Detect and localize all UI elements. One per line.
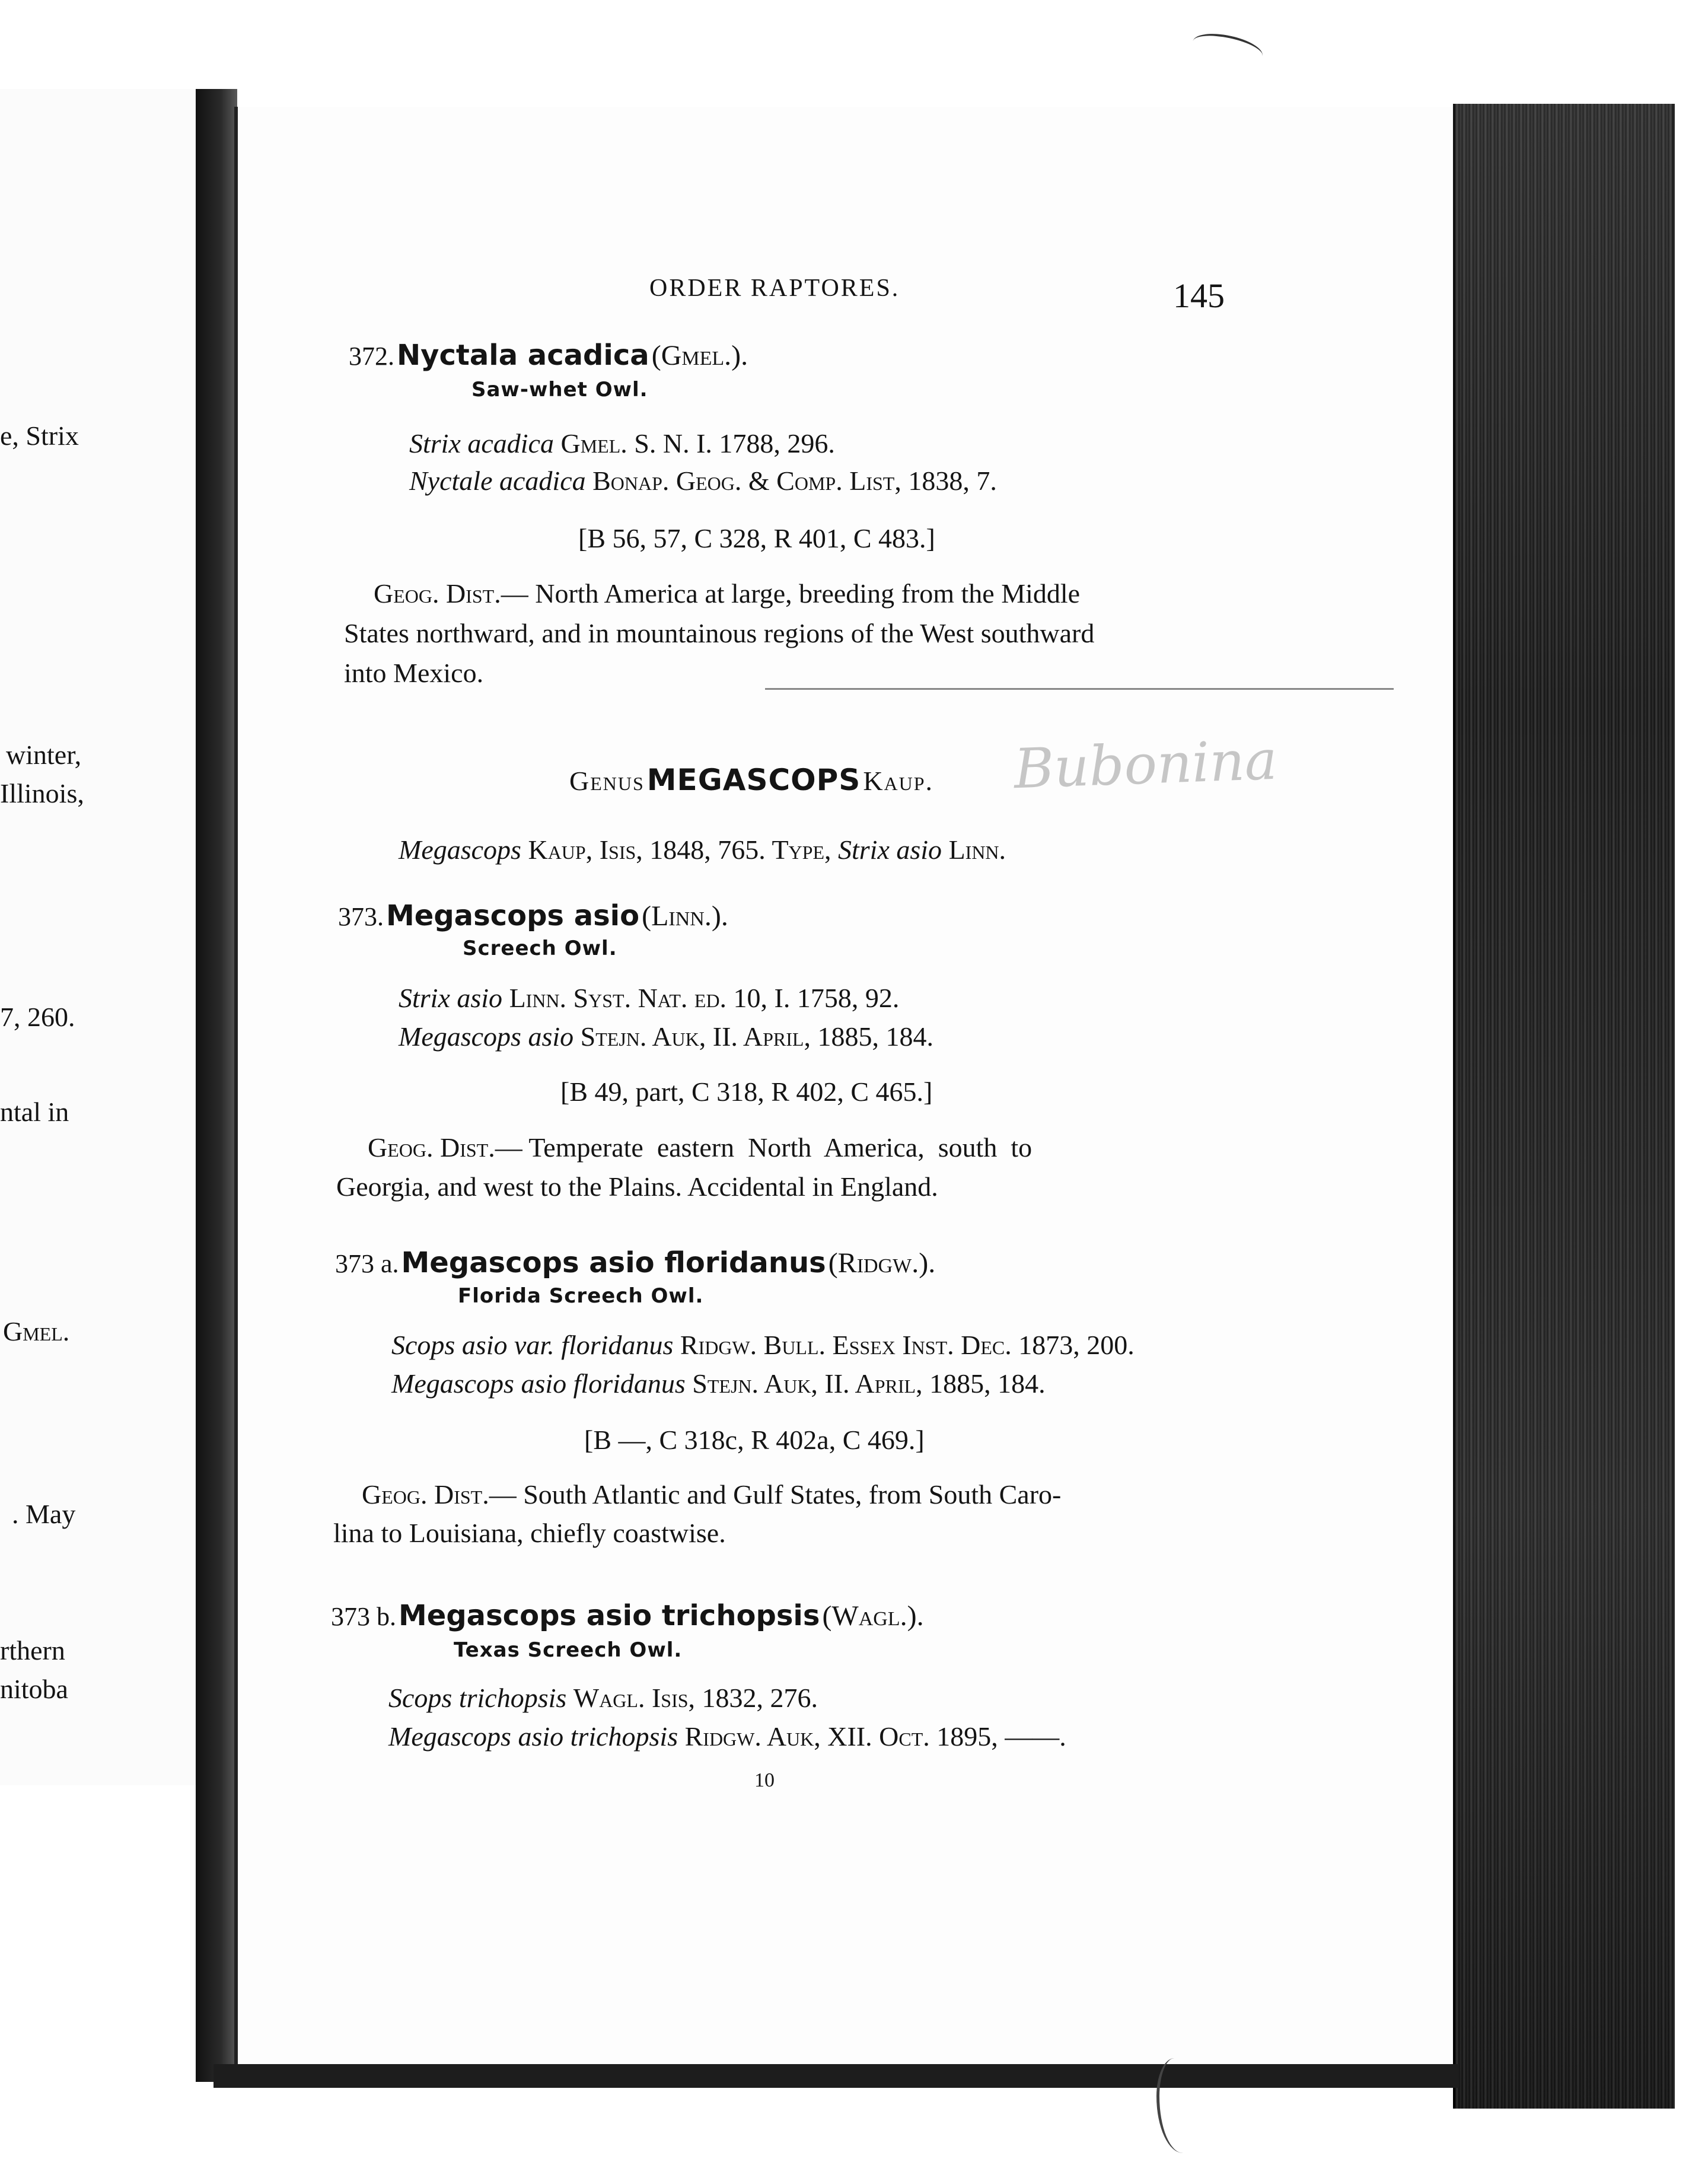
species-author: (Wagl.).: [822, 1600, 924, 1632]
distribution-line: Georgia, and west to the Plains. Accidental in England.: [336, 1171, 938, 1202]
common-name: Screech Owl.: [463, 937, 617, 960]
page-bottom-edge: [214, 2064, 1459, 2088]
species-heading: [349, 341, 748, 370]
species-author: (Gmel.).: [651, 340, 748, 371]
genus-name: MEGASCOPS: [646, 763, 861, 797]
species-name: Megascops asio floridanus: [401, 1246, 826, 1279]
left-page-fragment: rthern: [0, 1635, 65, 1666]
species-heading: [331, 1601, 924, 1631]
common-name: Texas Screech Owl.: [454, 1638, 683, 1662]
fore-edge-shade: [1453, 104, 1672, 2109]
left-page-fragment: Gmel.: [3, 1316, 70, 1346]
synonym-name: Megascops asio: [399, 1021, 574, 1052]
distribution-line: Geog. Dist.— South Atlantic and Gulf States, from South Caro-: [362, 1479, 1062, 1510]
left-page: [0, 89, 214, 1785]
scan-mark: [1190, 28, 1266, 69]
page-curl-mark: [1156, 2058, 1201, 2153]
synonym-line: [409, 430, 835, 457]
genus-type-citation: Kaup, Isis, 1848, 765. Type,: [528, 835, 831, 865]
species-number: 373.: [338, 902, 384, 931]
signature-mark: 10: [754, 1769, 775, 1791]
synonym-citation: Ridgw. Auk, XII. Oct. 1895, ——.: [684, 1721, 1066, 1752]
species-number: 373 a.: [335, 1249, 399, 1278]
synonym-line: [388, 1684, 818, 1712]
synonym-name: Scops trichopsis: [388, 1683, 567, 1713]
left-page-fragment: . May: [12, 1499, 76, 1529]
species-heading: [338, 899, 728, 932]
synonym-citation: Stejn. Auk, II. April, 1885, 184.: [580, 1021, 933, 1052]
common-name: Saw-whet Owl.: [471, 378, 648, 402]
synonym-name: Nyctale acadica: [409, 466, 586, 496]
species-name: Megascops asio trichopsis: [399, 1599, 820, 1632]
species-name: Megascops asio: [386, 899, 640, 932]
synonym-citation: Gmel. S. N. I. 1788, 296.: [560, 428, 835, 458]
species-name: Nyctala acadica: [397, 339, 649, 372]
distribution-label: Geog. Dist.—: [374, 578, 528, 609]
synonym-citation: Linn. Syst. Nat. ed. 10, I. 1758, 92.: [509, 983, 900, 1013]
reference-numbers: [B 49, part, C 318, R 402, C 465.]: [560, 1077, 933, 1107]
genus-type-species: Strix asio: [838, 835, 942, 865]
distribution-label: Geog. Dist.—: [362, 1479, 517, 1510]
synonym-line: [409, 467, 997, 495]
left-page-fragment: 7, 260.: [0, 1002, 75, 1032]
left-page-fragment: Illinois,: [0, 778, 84, 808]
pencil-rule: [765, 688, 1394, 690]
genus-type-line: [399, 836, 1006, 864]
synonym-name: Strix asio: [399, 983, 503, 1013]
genus-type-name: Megascops: [399, 835, 521, 865]
distribution-line: Geog. Dist.— North America at large, breeding from the Middle: [374, 578, 1081, 609]
genus-heading: [569, 765, 933, 795]
distribution-line: States northward, and in mountainous regions of the West southward: [344, 618, 1095, 648]
page-number: 145: [1173, 276, 1225, 315]
genus-type-author: Linn.: [948, 835, 1006, 865]
synonym-name: Strix acadica: [409, 428, 554, 458]
species-number: 372.: [349, 342, 394, 371]
left-page-fragment: nitoba: [0, 1674, 68, 1704]
synonym-citation: Wagl. Isis, 1832, 276.: [573, 1683, 818, 1713]
reference-numbers: [B 56, 57, C 328, R 401, C 483.]: [578, 523, 935, 553]
species-number: 373 b.: [331, 1602, 396, 1631]
common-name: Florida Screech Owl.: [458, 1284, 704, 1308]
left-page-fragment: winter,: [6, 740, 82, 770]
distribution-line: into Mexico.: [344, 658, 484, 688]
species-heading: [335, 1246, 936, 1279]
synonym-name: Megascops asio trichopsis: [388, 1721, 678, 1752]
handwritten-annotation: Bubonina: [1012, 728, 1279, 801]
synonym-name: Scops asio var. floridanus: [391, 1330, 674, 1360]
synonym-citation: Bonap. Geog. & Comp. List, 1838, 7.: [592, 466, 997, 496]
reference-numbers: [B —, C 318c, R 402a, C 469.]: [584, 1425, 925, 1455]
synonym-line: [388, 1723, 1066, 1750]
synonym-name: Megascops asio floridanus: [391, 1368, 686, 1399]
species-author: (Ridgw.).: [828, 1247, 936, 1279]
left-page-fragment: ntal in: [0, 1097, 69, 1127]
genus-label: Genus: [569, 766, 645, 796]
book-gutter: [196, 89, 237, 2082]
left-page-fragment: e, Strix: [0, 421, 79, 451]
distribution-line: Geog. Dist.— Temperate eastern North America, south to: [368, 1132, 1033, 1163]
synonym-citation: Stejn. Auk, II. April, 1885, 184.: [692, 1368, 1046, 1399]
running-head: ORDER RAPTORES.: [649, 275, 900, 302]
synonym-line: [391, 1370, 1046, 1397]
distribution-label: Geog. Dist.—: [368, 1132, 522, 1163]
distribution-line: lina to Louisiana, chiefly coastwise.: [333, 1518, 726, 1548]
species-author: (Linn.).: [642, 900, 728, 932]
synonym-citation: Ridgw. Bull. Essex Inst. Dec. 1873, 200.: [680, 1330, 1135, 1360]
synonym-line: [399, 1023, 933, 1050]
genus-author: Kaup.: [863, 766, 934, 796]
synonym-line: [399, 985, 899, 1012]
synonym-line: [391, 1332, 1135, 1359]
